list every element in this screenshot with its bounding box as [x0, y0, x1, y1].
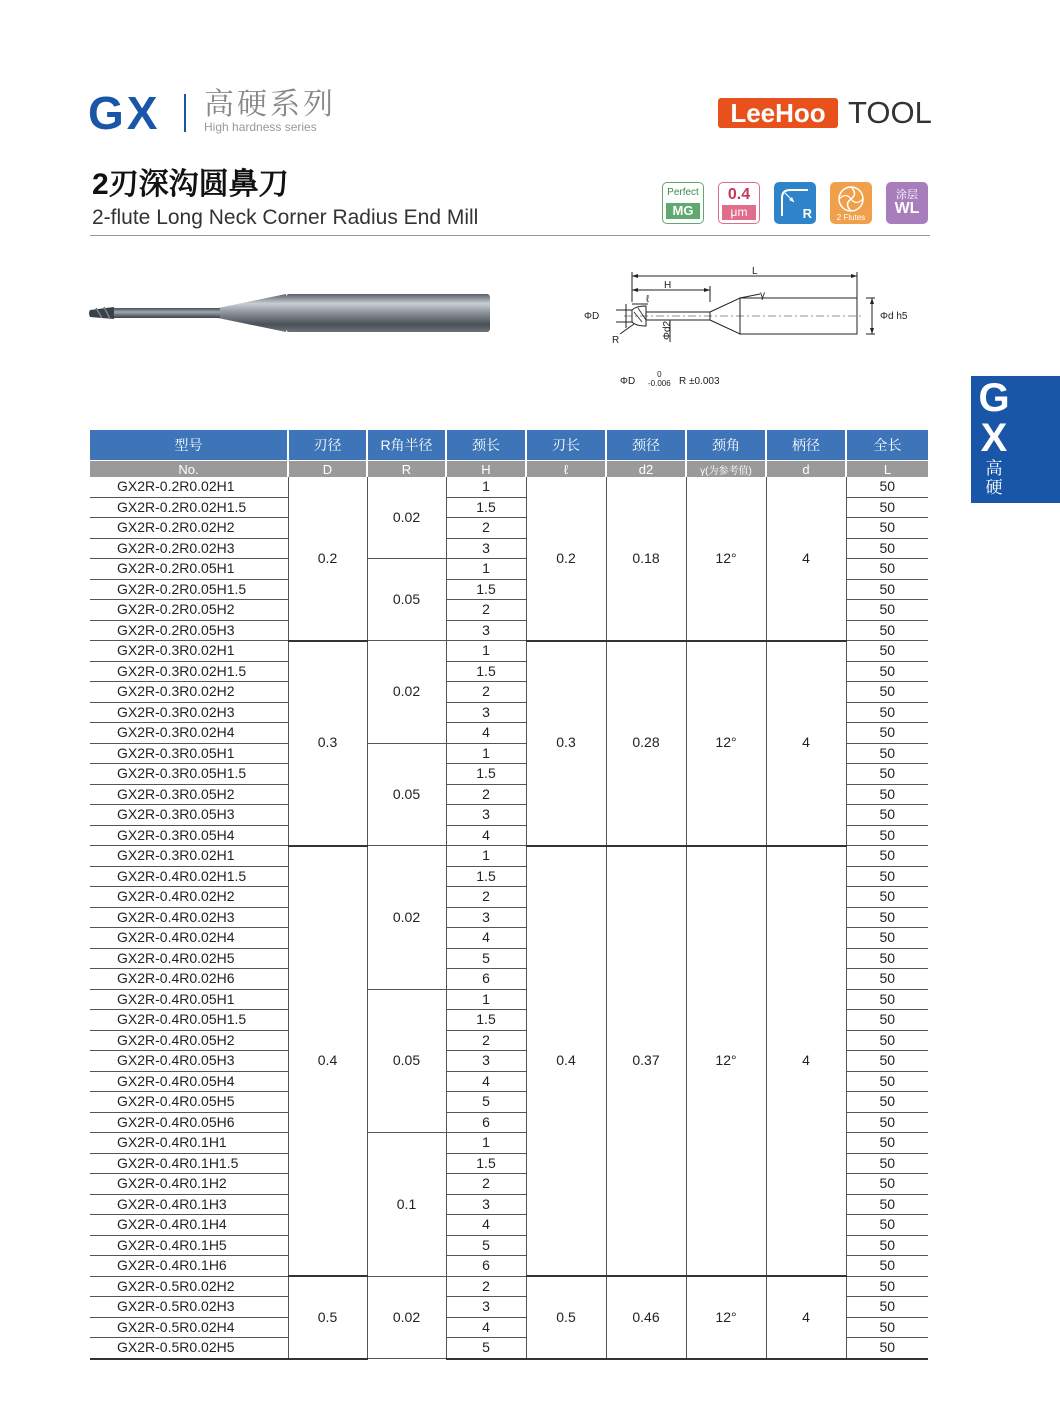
cell-overall-length: 50: [846, 1317, 928, 1338]
column-header-cn: 刃长: [526, 430, 606, 461]
table-row: [90, 641, 928, 662]
cell-neck-length: 4: [446, 1317, 526, 1338]
cell-neck-angle: 12°: [686, 846, 766, 1277]
cell-overall-length: 50: [846, 764, 928, 785]
cell-overall-length: 50: [846, 723, 928, 744]
roughness-value: 0.4: [727, 186, 751, 203]
cell-overall-length: 50: [846, 1194, 928, 1215]
cell-neck-length: 2: [446, 600, 526, 621]
cell-overall-length: 50: [846, 1071, 928, 1092]
side-tab-label-2: 硬: [985, 478, 1003, 497]
spec-table: [90, 430, 928, 1360]
radius-tolerance-label: R ±0.003: [679, 376, 720, 387]
cell-corner-radius: 0.05: [367, 989, 446, 1133]
flutes-label: 2 Flutes: [836, 213, 866, 222]
cell-model-no: GX2R-0.5R0.02H2: [90, 1276, 288, 1297]
cell-corner-radius: 0.02: [367, 477, 446, 559]
cell-model-no: GX2R-0.4R0.1H3: [90, 1194, 288, 1215]
cell-model-no: GX2R-0.3R0.05H2: [90, 784, 288, 805]
table-row: [90, 1276, 928, 1297]
cell-neck-diameter: 0.37: [606, 846, 686, 1277]
column-header-en: R: [367, 461, 446, 478]
corner-radius-label: R: [802, 206, 812, 221]
cell-overall-length: 50: [846, 805, 928, 826]
cell-overall-length: 50: [846, 518, 928, 539]
cell-neck-length: 1: [446, 559, 526, 580]
column-header-cn: 颈径: [606, 430, 686, 461]
cell-model-no: GX2R-0.2R0.02H1: [90, 477, 288, 497]
cell-model-no: GX2R-0.4R0.1H2: [90, 1174, 288, 1195]
cell-neck-length: 1: [446, 743, 526, 764]
column-header-en: γ(为参考值): [686, 461, 766, 478]
cell-neck-length: 4: [446, 723, 526, 744]
cell-neck-length: 3: [446, 805, 526, 826]
cell-model-no: GX2R-0.3R0.05H1: [90, 743, 288, 764]
product-title-cn: 2刃深沟圆鼻刀: [92, 168, 289, 201]
cell-neck-length: 3: [446, 1297, 526, 1318]
cell-neck-length: 5: [446, 948, 526, 969]
dim-label-dh5: Φd h5: [880, 311, 908, 322]
cell-overall-length: 50: [846, 1153, 928, 1174]
diameter-tolerance-lower: -0.006: [648, 379, 671, 388]
cell-overall-length: 50: [846, 948, 928, 969]
cell-neck-length: 5: [446, 1338, 526, 1359]
cell-model-no: GX2R-0.4R0.1H1.5: [90, 1153, 288, 1174]
cell-neck-length: 5: [446, 1235, 526, 1256]
series-divider: [184, 94, 186, 132]
cell-overall-length: 50: [846, 1297, 928, 1318]
cell-neck-length: 1.5: [446, 1153, 526, 1174]
cell-neck-length: 1: [446, 1133, 526, 1154]
cell-overall-length: 50: [846, 846, 928, 867]
cell-model-no: GX2R-0.4R0.02H3: [90, 907, 288, 928]
cell-overall-length: 50: [846, 969, 928, 990]
cell-model-no: GX2R-0.3R0.02H1: [90, 846, 288, 867]
coating-bottom: WL: [894, 200, 920, 217]
cell-shank-diameter: 4: [766, 1276, 846, 1359]
section-side-tab: [971, 376, 1060, 503]
table-row: [90, 477, 928, 497]
cell-model-no: GX2R-0.4R0.05H5: [90, 1092, 288, 1113]
cell-overall-length: 50: [846, 1256, 928, 1277]
cell-neck-length: 4: [446, 928, 526, 949]
cell-corner-radius: 0.1: [367, 1133, 446, 1277]
cell-overall-length: 50: [846, 702, 928, 723]
cell-model-no: GX2R-0.4R0.02H4: [90, 928, 288, 949]
cell-neck-angle: 12°: [686, 641, 766, 846]
roughness-unit: μm: [722, 205, 756, 220]
cell-flute-length: 0.5: [526, 1276, 606, 1359]
cell-model-no: GX2R-0.4R0.05H1: [90, 989, 288, 1010]
cell-model-no: GX2R-0.2R0.05H1: [90, 559, 288, 580]
cell-neck-length: 6: [446, 1256, 526, 1277]
cell-shank-diameter: 4: [766, 477, 846, 641]
cell-neck-length: 1.5: [446, 866, 526, 887]
mg-grade-badge: [662, 182, 704, 224]
cell-overall-length: 50: [846, 743, 928, 764]
header-row-en: [90, 461, 928, 478]
cell-overall-length: 50: [846, 579, 928, 600]
cell-overall-length: 50: [846, 928, 928, 949]
cell-model-no: GX2R-0.2R0.02H1.5: [90, 497, 288, 518]
dim-label-r: R: [612, 335, 620, 346]
brand-suffix: TOOL: [848, 95, 932, 130]
cell-neck-length: 2: [446, 1276, 526, 1297]
cell-overall-length: 50: [846, 600, 928, 621]
cell-model-no: GX2R-0.4R0.02H1.5: [90, 866, 288, 887]
cell-model-no: GX2R-0.3R0.02H1: [90, 641, 288, 662]
cell-neck-length: 3: [446, 538, 526, 559]
diameter-tolerance-upper: 0: [657, 370, 662, 379]
cell-neck-length: 1: [446, 846, 526, 867]
column-header-en: ℓ: [526, 461, 606, 478]
diameter-tolerance-values: [648, 370, 671, 388]
cell-diameter: 0.2: [288, 477, 367, 641]
cell-model-no: GX2R-0.3R0.02H1.5: [90, 661, 288, 682]
cell-neck-length: 1.5: [446, 661, 526, 682]
cell-overall-length: 50: [846, 1051, 928, 1072]
column-header-cn: 刃径: [288, 430, 367, 461]
cell-overall-length: 50: [846, 1276, 928, 1297]
cell-neck-angle: 12°: [686, 477, 766, 641]
cell-overall-length: 50: [846, 497, 928, 518]
mg-badge-top: Perfect: [667, 187, 699, 198]
cell-neck-length: 3: [446, 1051, 526, 1072]
cell-overall-length: 50: [846, 682, 928, 703]
cell-model-no: GX2R-0.5R0.02H4: [90, 1317, 288, 1338]
cell-neck-length: 4: [446, 1071, 526, 1092]
cell-neck-length: 2: [446, 887, 526, 908]
column-header-en: d: [766, 461, 846, 478]
column-header-en: H: [446, 461, 526, 478]
cell-flute-length: 0.3: [526, 641, 606, 846]
cell-neck-length: 1: [446, 641, 526, 662]
side-tab-letter-x: X: [980, 416, 1008, 460]
cell-neck-length: 2: [446, 784, 526, 805]
series-logo: GX: [88, 87, 161, 139]
roughness-badge: [718, 182, 760, 224]
cell-overall-length: 50: [846, 641, 928, 662]
cell-overall-length: 50: [846, 989, 928, 1010]
coating-top: 涂层: [896, 189, 918, 201]
cell-neck-length: 5: [446, 1092, 526, 1113]
cell-neck-length: 4: [446, 825, 526, 846]
series-name-cn: 高硬系列: [204, 88, 336, 121]
cell-overall-length: 50: [846, 907, 928, 928]
cell-model-no: GX2R-0.3R0.05H1.5: [90, 764, 288, 785]
cell-diameter: 0.4: [288, 846, 367, 1277]
cell-overall-length: 50: [846, 784, 928, 805]
cell-overall-length: 50: [846, 1030, 928, 1051]
column-header-cn: 颈长: [446, 430, 526, 461]
brand-logo: LeeHoo: [718, 98, 838, 128]
cell-neck-length: 1: [446, 477, 526, 497]
cell-neck-length: 2: [446, 1174, 526, 1195]
corner-radius-badge: [774, 182, 816, 224]
coating-badge: [886, 182, 928, 224]
cell-shank-diameter: 4: [766, 641, 846, 846]
cell-neck-length: 2: [446, 1030, 526, 1051]
column-header-en: D: [288, 461, 367, 478]
column-header-en: No.: [90, 461, 288, 478]
dim-label-H: H: [664, 280, 672, 291]
cell-model-no: GX2R-0.4R0.05H4: [90, 1071, 288, 1092]
cell-overall-length: 50: [846, 538, 928, 559]
cell-overall-length: 50: [846, 1174, 928, 1195]
column-header-cn: 全长: [846, 430, 928, 461]
column-header-en: L: [846, 461, 928, 478]
cell-model-no: GX2R-0.2R0.02H3: [90, 538, 288, 559]
column-header-cn: 柄径: [766, 430, 846, 461]
cell-overall-length: 50: [846, 866, 928, 887]
dim-label-phi-d: ΦD: [584, 311, 600, 322]
dim-label-l: ℓ: [646, 294, 650, 305]
cell-model-no: GX2R-0.4R0.1H5: [90, 1235, 288, 1256]
column-header-cn: R角半径: [367, 430, 446, 461]
cell-neck-length: 1.5: [446, 1010, 526, 1031]
cell-neck-length: 6: [446, 969, 526, 990]
series-name-en: High hardness series: [204, 120, 317, 134]
cell-model-no: GX2R-0.5R0.02H3: [90, 1297, 288, 1318]
cell-neck-length: 3: [446, 1194, 526, 1215]
flutes-badge: [830, 182, 872, 224]
cell-overall-length: 50: [846, 1112, 928, 1133]
cell-corner-radius: 0.05: [367, 743, 446, 846]
side-tab-letter-g: G: [978, 376, 1010, 420]
cell-model-no: GX2R-0.3R0.05H3: [90, 805, 288, 826]
title-divider: [90, 235, 930, 236]
cell-neck-length: 4: [446, 1215, 526, 1236]
cell-model-no: GX2R-0.3R0.02H4: [90, 723, 288, 744]
spec-table-body: [90, 477, 928, 1359]
cell-model-no: GX2R-0.4R0.1H6: [90, 1256, 288, 1277]
end-mill-photo: [86, 286, 496, 340]
cell-model-no: GX2R-0.3R0.02H2: [90, 682, 288, 703]
cell-model-no: GX2R-0.4R0.05H3: [90, 1051, 288, 1072]
cell-overall-length: 50: [846, 1338, 928, 1359]
cell-neck-diameter: 0.18: [606, 477, 686, 641]
cell-neck-diameter: 0.28: [606, 641, 686, 846]
cell-model-no: GX2R-0.2R0.05H3: [90, 620, 288, 641]
column-header-en: d2: [606, 461, 686, 478]
cell-model-no: GX2R-0.4R0.1H1: [90, 1133, 288, 1154]
dim-label-d2: Φd2: [662, 320, 673, 340]
cell-overall-length: 50: [846, 620, 928, 641]
cell-corner-radius: 0.02: [367, 846, 446, 990]
header-row-cn: [90, 430, 928, 461]
cell-model-no: GX2R-0.2R0.02H2: [90, 518, 288, 539]
cell-overall-length: 50: [846, 1010, 928, 1031]
cell-model-no: GX2R-0.4R0.02H2: [90, 887, 288, 908]
product-title-en: 2-flute Long Neck Corner Radius End Mill: [92, 206, 479, 229]
cell-model-no: GX2R-0.4R0.02H5: [90, 948, 288, 969]
cell-neck-length: 1.5: [446, 497, 526, 518]
cell-neck-length: 2: [446, 682, 526, 703]
cell-overall-length: 50: [846, 1092, 928, 1113]
cell-model-no: GX2R-0.4R0.05H1.5: [90, 1010, 288, 1031]
cell-flute-length: 0.2: [526, 477, 606, 641]
cell-overall-length: 50: [846, 477, 928, 497]
cell-neck-length: 1: [446, 989, 526, 1010]
cell-overall-length: 50: [846, 887, 928, 908]
cell-shank-diameter: 4: [766, 846, 846, 1277]
diameter-tolerance-label: ΦD: [620, 376, 636, 387]
cell-neck-diameter: 0.46: [606, 1276, 686, 1359]
cell-model-no: GX2R-0.3R0.02H3: [90, 702, 288, 723]
cell-diameter: 0.3: [288, 641, 367, 846]
cell-overall-length: 50: [846, 559, 928, 580]
cell-neck-length: 1.5: [446, 764, 526, 785]
cell-overall-length: 50: [846, 1215, 928, 1236]
cell-model-no: GX2R-0.2R0.05H1.5: [90, 579, 288, 600]
column-header-cn: 颈角: [686, 430, 766, 461]
cell-neck-length: 1.5: [446, 579, 526, 600]
cell-flute-length: 0.4: [526, 846, 606, 1277]
cell-neck-length: 3: [446, 907, 526, 928]
cell-neck-length: 6: [446, 1112, 526, 1133]
cell-model-no: GX2R-0.2R0.05H2: [90, 600, 288, 621]
cell-model-no: GX2R-0.4R0.02H6: [90, 969, 288, 990]
cell-overall-length: 50: [846, 1235, 928, 1256]
cell-neck-length: 3: [446, 620, 526, 641]
dim-label-gamma: γ: [760, 290, 765, 301]
cell-model-no: GX2R-0.4R0.05H6: [90, 1112, 288, 1133]
cell-model-no: GX2R-0.4R0.1H4: [90, 1215, 288, 1236]
cell-overall-length: 50: [846, 1133, 928, 1154]
cell-overall-length: 50: [846, 825, 928, 846]
cell-model-no: GX2R-0.3R0.05H4: [90, 825, 288, 846]
cell-overall-length: 50: [846, 661, 928, 682]
cell-neck-angle: 12°: [686, 1276, 766, 1359]
cell-model-no: GX2R-0.4R0.05H2: [90, 1030, 288, 1051]
dim-label-L: L: [752, 266, 758, 277]
mg-badge-bottom: MG: [666, 203, 700, 219]
cell-neck-length: 3: [446, 702, 526, 723]
side-tab-label-1: 高: [985, 459, 1003, 478]
cell-model-no: GX2R-0.5R0.02H5: [90, 1338, 288, 1359]
dimension-drawing: [570, 262, 920, 362]
table-row: [90, 846, 928, 867]
column-header-cn: 型号: [90, 430, 288, 461]
cell-neck-length: 2: [446, 518, 526, 539]
cell-corner-radius: 0.02: [367, 641, 446, 744]
cell-corner-radius: 0.05: [367, 559, 446, 641]
cell-corner-radius: 0.02: [367, 1276, 446, 1359]
cell-diameter: 0.5: [288, 1276, 367, 1359]
